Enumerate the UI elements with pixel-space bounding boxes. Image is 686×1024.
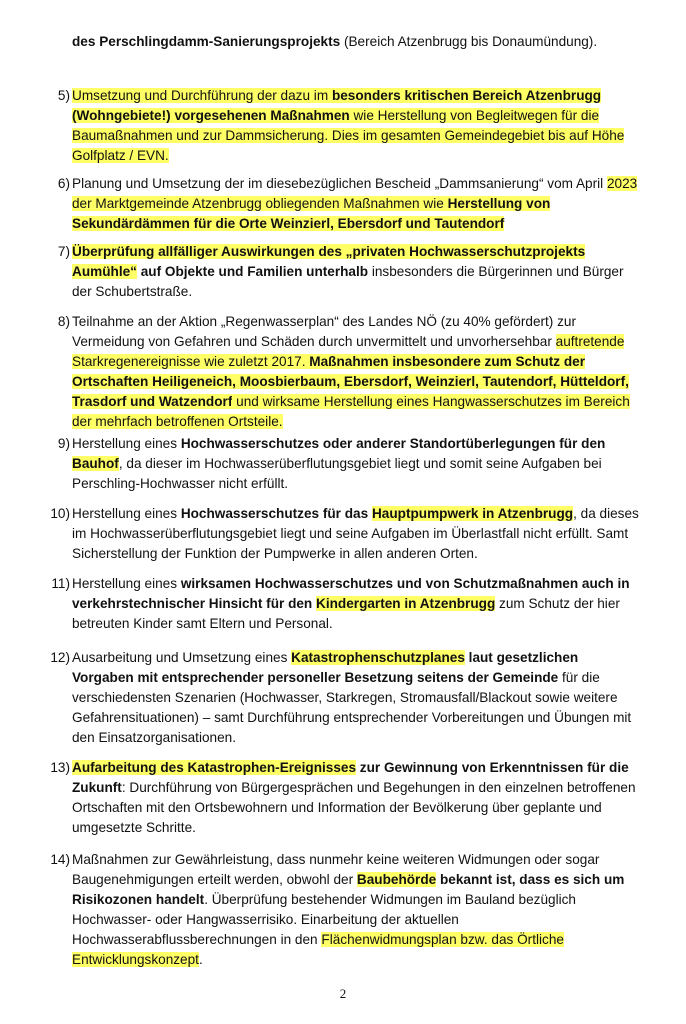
item-text xyxy=(72,574,640,634)
list-item-13 xyxy=(24,758,640,838)
item-text xyxy=(72,850,640,970)
item-text xyxy=(72,174,640,234)
bold-text: des Perschlingdamm-Sanierungsprojekts xyxy=(72,34,341,49)
list-item-12 xyxy=(24,648,640,748)
item-number: 14) xyxy=(50,852,70,867)
highlighted-text: Aufarbeitung des Katastrophen-Ereignisses xyxy=(72,760,357,775)
item-number: 9) xyxy=(57,436,70,451)
text-run: . xyxy=(198,952,203,967)
text-run: Maßnahmen zur Gewährleistung, dass nunmehr keine weiteren Widmungen oder sogar Baugenehmigungen erteilt werden, obwohl der xyxy=(72,852,600,887)
text-run: : Durchführung von Bürgergesprächen und Begehungen in den einzelnen betroffenen Ortschaften mit den Ortsbewohnern und Information der Bevölkerung über geplante und umgesetzte Schritte. xyxy=(72,780,636,835)
item-text xyxy=(72,312,640,432)
text-run: (Bereich Atzenbrugg bis Donaumündung). xyxy=(340,34,598,49)
bold-text: zur Gewinnung von Erkenntnissen für die Zukunft xyxy=(72,760,629,795)
text-run: insbesonders die Bürgerinnen und Bürger der Schubertstraße. xyxy=(72,264,624,299)
item-text xyxy=(72,504,640,564)
highlighted-text: auftretende Starkregenereignisse wie zuletzt 2017. xyxy=(72,334,625,369)
list-item-6 xyxy=(24,174,640,234)
list-item-8 xyxy=(24,312,640,432)
item-number: 6) xyxy=(57,176,70,191)
list-item-10 xyxy=(24,504,640,564)
highlighted-text: besonders kritischen Bereich Atzenbrugg (Wohngebiete!) vorgesehenen Maßnahmen xyxy=(72,88,602,123)
list-item-11 xyxy=(24,574,640,634)
text-run: . Überprüfung bestehender Widmungen im Bauland bezüglich Hochwasser- oder Hangwasserrisiko. Einarbeitung der aktuellen Hochwasserabflussberechnungen in den xyxy=(72,892,576,947)
item-text xyxy=(72,758,640,838)
highlighted-text: und wirksame Herstellung eines Hangwasserschutzes im Bereich der mehrfach betroffenen Ortsteile. xyxy=(72,394,630,429)
text-run: , da dieser im Hochwasserüberflutungsgebiet liegt und somit seine Aufgaben bei Perschling-Hochwasser nicht erfüllt. xyxy=(72,456,602,491)
item-number: 10) xyxy=(50,506,70,521)
highlighted-text: 2023 der Marktgemeinde Atzenbrugg obliegenden Maßnahmen wie xyxy=(72,176,638,211)
text-run: , da dieses im Hochwasserüberflutungsgebiet liegt und seine Aufgaben im Überlastfall nicht erfüllt. Samt Sicherstellung der Funktion der Pumpwerke in allen anderen Orten. xyxy=(72,506,639,561)
highlighted-text: Bauhof xyxy=(72,456,119,471)
highlighted-text: wie Herstellung von Begleitwegen für die Baumaßnahmen und zur Dammsicherung. Dies im gesamten Gemeindegebiet bis auf Höhe Golfplatz / EVN. xyxy=(72,108,625,163)
bold-text: Hochwasserschutzes oder anderer Standortüberlegungen für den xyxy=(180,436,606,451)
page-number: 2 xyxy=(339,986,347,1001)
item-text xyxy=(72,86,640,166)
highlighted-text: Kindergarten in Atzenbrugg xyxy=(316,596,496,611)
text-run: Herstellung eines xyxy=(72,506,181,521)
highlighted-text: Flächenwidmungsplan bzw. das Örtliche Entwicklungskonzept xyxy=(72,932,564,967)
item-number: 13) xyxy=(50,760,70,775)
text-run: Ausarbeitung und Umsetzung eines xyxy=(72,650,292,665)
highlighted-text: Maßnahmen insbesondere zum Schutz der Ortschaften Heiligeneich, Moosbierbaum, Ebersdorf, Weinzierl, Tautendorf, Hütteldorf, Trasdorf und Watzendorf xyxy=(72,354,629,409)
item-text xyxy=(72,242,640,302)
text-run: Herstellung eines xyxy=(72,576,181,591)
list-item-5 xyxy=(24,86,640,166)
item-number: 5) xyxy=(57,88,70,103)
bold-text: auf Objekte und Familien unterhalb xyxy=(136,264,369,279)
item-text xyxy=(72,648,640,748)
item-number: 11) xyxy=(51,576,70,591)
item-text xyxy=(72,434,640,494)
highlighted-text: Katastrophenschutzplanes xyxy=(291,650,465,665)
text-run: Planung und Umsetzung der im diesebezüglichen Bescheid „Dammsanierung“ vom April xyxy=(72,176,607,191)
list-item-7 xyxy=(24,242,640,302)
item-number: 7) xyxy=(57,244,70,259)
highlighted-text: Herstellung von Sekundärdämmen für die Orte Weinzierl, Ebersdorf und Tautendorf xyxy=(72,196,551,231)
list-item-14 xyxy=(24,850,640,970)
highlighted-text: Hauptpumpwerk in Atzenbrugg xyxy=(371,506,574,521)
bold-text: laut gesetzlichen Vorgaben mit entsprechender personeller Besetzung seitens der Gemeinde xyxy=(72,650,579,685)
item-number: 8) xyxy=(57,314,70,329)
highlighted-text: Umsetzung und Durchführung der dazu im xyxy=(72,88,332,103)
bold-text: Hochwasserschutzes für das xyxy=(180,506,372,521)
highlighted-text: Baubehörde xyxy=(356,872,437,887)
bold-text: bekannt ist, dass es sich um Risikozonen handelt xyxy=(72,872,625,907)
bold-text: wirksamen Hochwasserschutzes und von Schutzmaßnahmen auch in verkehrstechnischer Hinsicht für den xyxy=(72,576,630,611)
text-run: Teilnahme an der Aktion „Regenwasserplan“ des Landes NÖ (zu 40% gefördert) zur Vermeidung von Gefahren und Schäden durch unvermittelt und unvorhersehbar xyxy=(72,314,576,349)
highlighted-text: Überprüfung allfälliger Auswirkungen des „privaten Hochwasserschutzprojekts Aumühle“ xyxy=(72,244,586,279)
text-run: Herstellung eines xyxy=(72,436,181,451)
text-run: zum Schutz der hier betreuten Kinder samt Eltern und Personal. xyxy=(72,596,620,631)
lead-paragraph xyxy=(72,32,632,52)
list-item-9 xyxy=(24,434,640,494)
item-number: 12) xyxy=(50,650,70,665)
text-run: für die verschiedensten Szenarien (Hochwasser, Starkregen, Stromausfall/Blackout sowie weitere Gefahrensituationen) – samt Durchführung entsprechender Vorbereitungen und Übungen mit den Einsatzorganisationen. xyxy=(72,670,632,745)
